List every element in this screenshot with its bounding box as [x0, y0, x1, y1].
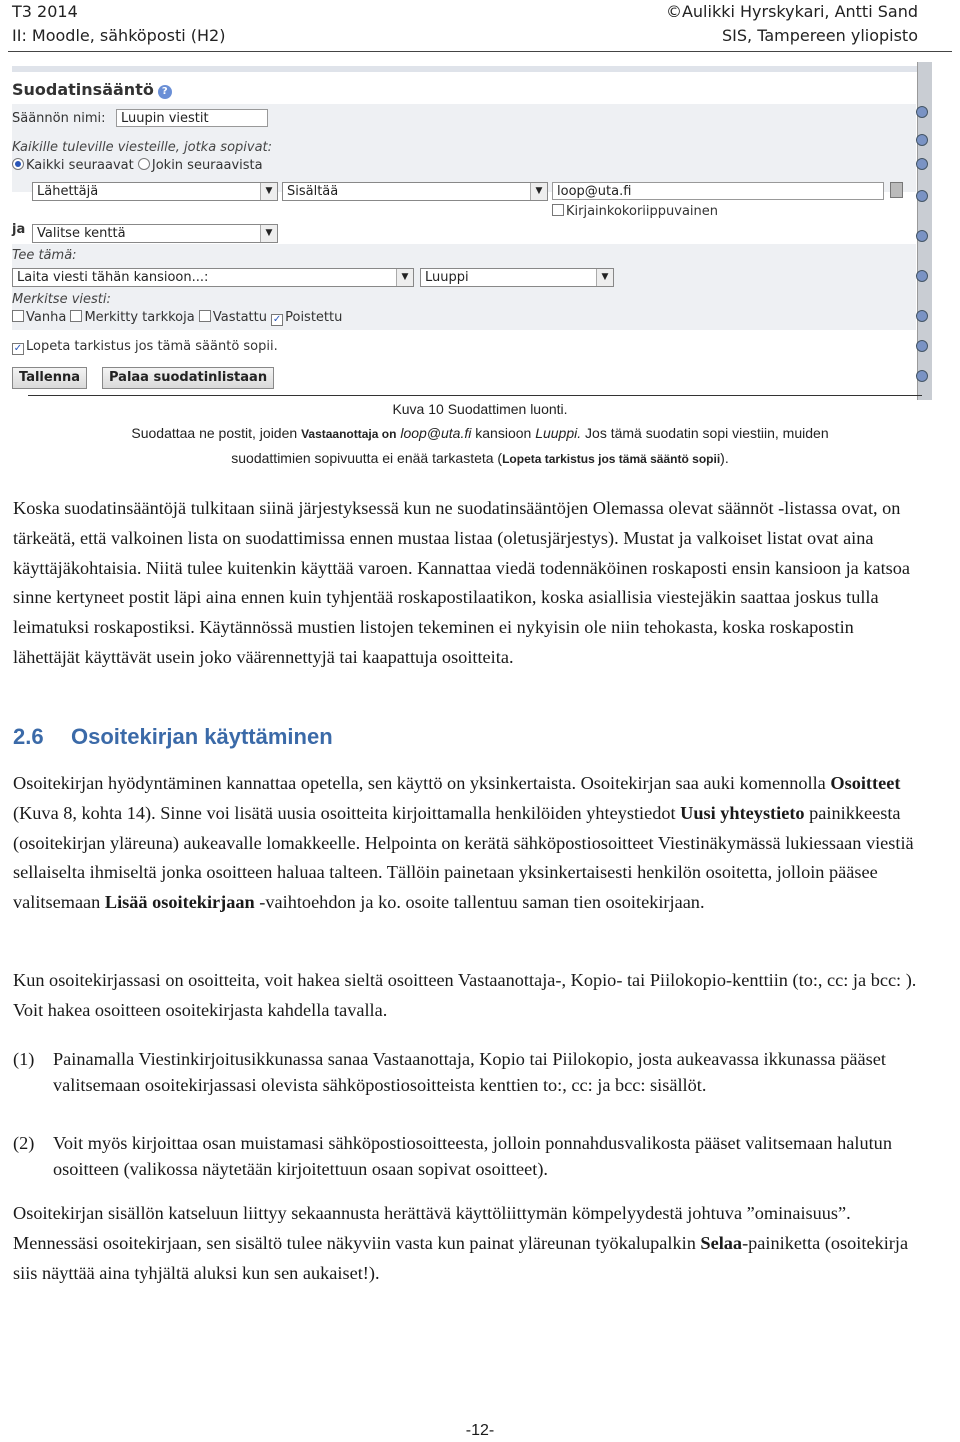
info-icon — [916, 158, 928, 170]
header-course: T3 2014 — [12, 2, 78, 21]
chevron-down-icon: ▼ — [260, 183, 277, 200]
info-icon — [916, 190, 928, 202]
list-item: (2) Voit myös kirjoittaa osan muistamasi sähköpostiosoitteesta, jolloin ponnahdusvalikosta pääset valitsemaan halutun osoitteen (valikossa näytetään kirjoitettuun osaan sopivat osoitteet). — [13, 1133, 892, 1179]
folder-select[interactable]: Luuppi ▼ — [420, 268, 614, 287]
chevron-down-icon: ▼ — [596, 269, 613, 286]
stop-option: ✓ Lopeta tarkistus jos tämä sääntö sopii. — [13, 339, 278, 354]
action-select[interactable]: Laita viesti tähän kansioon...: ▼ — [12, 268, 414, 287]
field-select[interactable]: Lähettäjä ▼ — [32, 182, 278, 201]
and-label: ja — [12, 222, 26, 237]
stop-checkbox[interactable]: ✓ — [13, 343, 23, 354]
info-icon — [916, 270, 928, 282]
mark-heading: Merkitse viesti: — [12, 292, 111, 307]
page-number: -12- — [465, 1422, 495, 1439]
mark-options: Vanha Merkitty tarkkoja Vastattu ✓ Poistettu — [12, 310, 342, 326]
do-heading: Tee tämä: — [12, 248, 77, 263]
info-icon — [916, 370, 928, 382]
filter-title: Suodatinsääntö ? — [12, 80, 172, 99]
mark-answered-checkbox[interactable] — [199, 310, 211, 322]
match-heading: Kaikille tuleville viesteille, jotka sopivat: — [12, 140, 273, 155]
save-button[interactable]: Tallenna — [12, 367, 87, 389]
paragraph-browse: Osoitekirjan sisällön katseluun liittyy sekaannusta herättävä käyttöliittymän kömpelyydestä johtuva ”ominaisuus”. Mennessäsi osoitekirjaan, sen sisältö tulee näkyviin vasta kun painat yläreunan työkalupalkin Selaa-painiketta (osoitekirja siis näyttää aina tyhjältä aluksi kun sen aukaiset!). — [13, 1203, 909, 1283]
operator-select[interactable]: Sisältää ▼ — [282, 182, 548, 201]
info-icon — [916, 310, 928, 322]
header-topic: II: Moodle, sähköposti (H2) — [12, 26, 226, 45]
page-header — [0, 0, 960, 54]
value-input[interactable]: loop@uta.fi — [552, 182, 884, 200]
list-item: (1) Painamalla Viestinkirjoitusikkunassa sanaa Vastaanottaja, Kopio tai Piilokopio, josta aukeavassa ikkunassa pääset valitsemaan osoitekirjassasi olevista sähköpostiosoitteista kenttien to:, cc: ja bcc: sisällöt. — [13, 1049, 886, 1095]
filter-rule-screenshot — [12, 66, 918, 398]
header-authors: ©Aulikki Hyrskykari, Antti Sand — [665, 2, 918, 21]
back-to-list-button[interactable]: Palaa suodatinlistaan — [102, 367, 274, 389]
caption-line2: suodattimien sopivuutta ei enää tarkasteta (Lopeta tarkistus jos tämä sääntö sopii). — [231, 450, 729, 466]
mark-deleted-checkbox[interactable]: ✓ — [272, 314, 282, 325]
paragraph-filters: Koska suodatinsääntöjä tulkitaan siinä järjestyksessä kun ne suodatinsääntöjen Olemassa olevat säännöt -listassa ovat, on tärkeätä, että valkoinen lista on suodattimissa ennen mustaa listaa (oletusjärjestys). Mustat ja valkoiset listat ovat aina käyttäjäkohtaisia. Niitä tulee kuitenkin käyttää varoen. Kannattaa viedä todennäköinen roskaposti ensin kansioon ja katsoa sinne kertyneet postit läpi aina ennen kuin tyhjentää roskapostilaatikon, koska asiallisia viestejäkin saattaa joskus tulla leimatuksi roskapostiksi. Käytännössä mustien listojen tekeminen ei nykyisin ole niin tehokasta, koska roskapostin lähettäjät käyttävät usein joko väärennettyjä tai kaapattuja osoitteita. — [13, 498, 911, 667]
rule-name-input[interactable]: Luupin viestit — [116, 109, 268, 127]
info-icon — [916, 134, 928, 146]
caption-title: Kuva 10 Suodattimen luonti. — [392, 401, 568, 417]
info-icon — [916, 106, 928, 118]
radio-any[interactable] — [138, 158, 150, 170]
caption-line1: Suodattaa ne postit, joiden Vastaanottaja on loop@uta.fi kansioon Luuppi. Jos tämä suodatin sopi viestiin, muiden — [131, 425, 829, 441]
match-radio-group: Kaikki seuraavat Jokin seuraavista — [12, 158, 263, 173]
caption-rule — [28, 395, 922, 396]
field2-select[interactable]: Valitse kenttä ▼ — [32, 224, 278, 243]
paragraph-addressbook: Osoitekirjan hyödyntäminen kannattaa opetella, sen käyttö on yksinkertaista. Osoitekirjan saa auki komennolla Osoitteet (Kuva 8, kohta 14). Sinne voi lisätä uusia osoitteita kirjoittamalla henkilöiden yhteystiedot Uusi yhteystieto painikkeesta (osoitekirjan yläreuna) aukeavalle lomakkeelle. Helpointa on kerätä sähköpostiosoitteet Viestinäkymässä lukiessaan viestiä sellaiselta ihmiseltä jonka osoitteen haluaa talteen. Tällöin painetaan yksinkertaisesti henkilön osoitetta, jolloin pääsee valitsemaan Lisää osoitekirjaan -vaihtoehdon ja ko. osoite tallentuu saman tien osoitekirjaan. — [13, 773, 914, 913]
paragraph-fetch-address: Kun osoitekirjassasi on osoitteita, voit hakea sieltä osoitteen Vastaanottaja-, Kopio- tai Piilokopio-kenttiin (to:, cc: ja bcc: ). Voit hakea osoitteen osoitekirjasta kahdella tavalla. — [13, 970, 917, 1020]
info-icon — [916, 230, 928, 242]
rule-name-label: Säännön nimi: — [12, 111, 106, 126]
delete-icon[interactable] — [890, 182, 903, 198]
case-checkbox[interactable] — [552, 204, 564, 216]
header-rule — [8, 51, 952, 52]
chevron-down-icon: ▼ — [530, 183, 547, 200]
info-icon — [916, 340, 928, 352]
mark-old-checkbox[interactable] — [12, 310, 24, 322]
radio-all[interactable] — [12, 158, 24, 170]
mark-flagged-checkbox[interactable] — [70, 310, 82, 322]
case-sensitive-option: Kirjainkokoriippuvainen — [552, 204, 718, 219]
section-heading: 2.6 Osoitekirjan käyttäminen — [13, 724, 333, 749]
chevron-down-icon: ▼ — [396, 269, 413, 286]
chevron-down-icon: ▼ — [260, 225, 277, 242]
header-institution: SIS, Tampereen yliopisto — [721, 26, 918, 45]
help-icon[interactable]: ? — [158, 85, 172, 99]
